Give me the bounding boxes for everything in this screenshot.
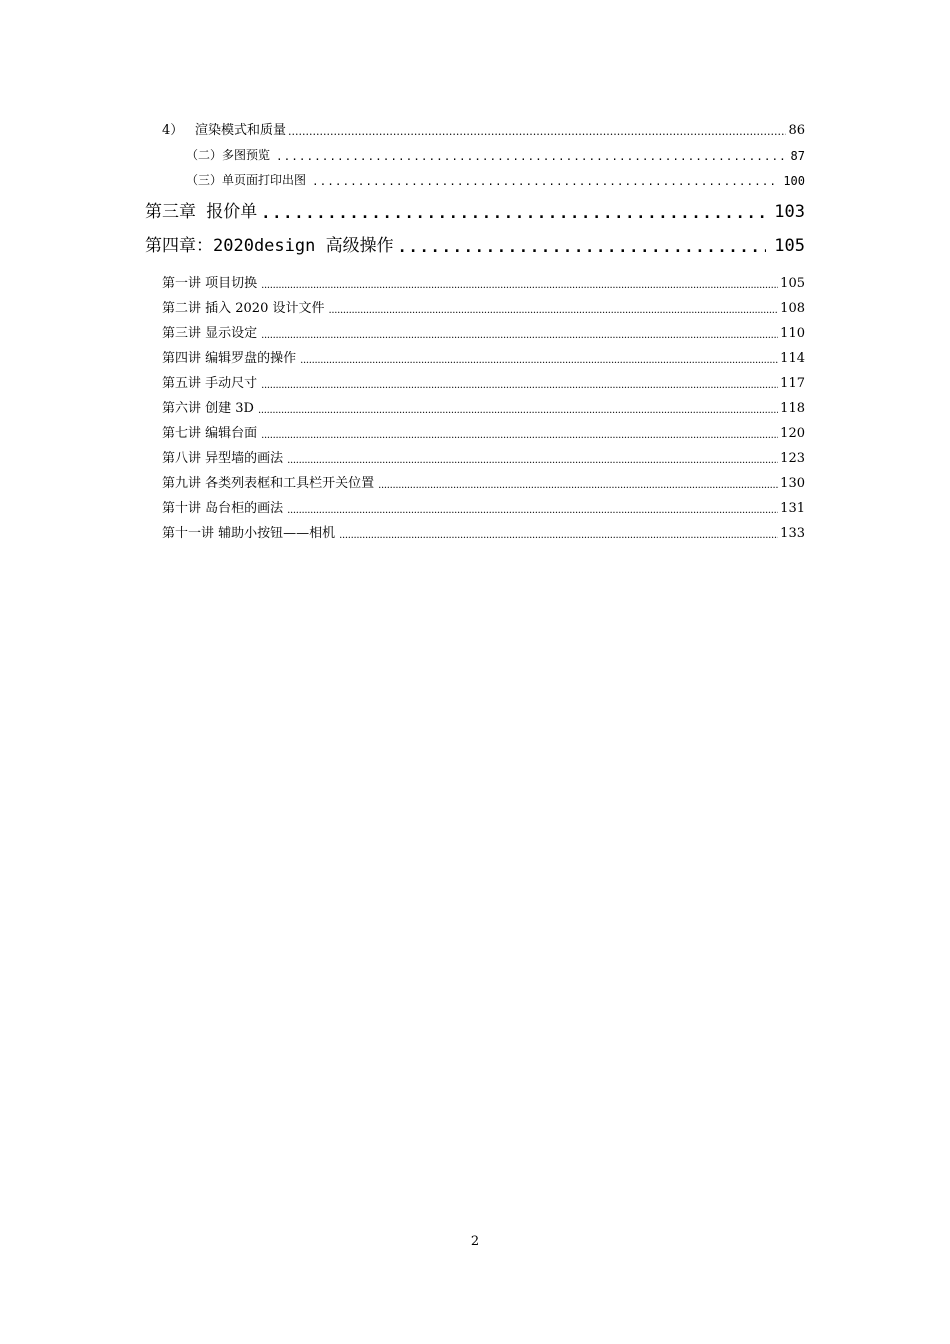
toc-entry xyxy=(186,147,805,163)
dot-leader xyxy=(261,280,778,291)
dot-leader xyxy=(287,505,778,516)
toc-lecture-page: 105 xyxy=(780,276,805,291)
toc-lecture-page: 110 xyxy=(780,326,805,341)
page-number: 2 xyxy=(470,1234,480,1249)
dot-leader xyxy=(288,125,786,138)
toc-lecture xyxy=(162,448,805,466)
toc-entry xyxy=(162,120,805,138)
dot-leader xyxy=(312,175,777,188)
toc-chapter xyxy=(145,234,805,256)
dot-leader xyxy=(261,380,778,391)
toc-lecture-page: 130 xyxy=(780,476,805,491)
toc-lecture-title: 第八讲 异型墙的画法 xyxy=(162,451,284,466)
dot-leader xyxy=(261,204,766,222)
toc-lecture-title: 第三讲 显示设定 xyxy=(162,326,258,341)
toc-lecture-title: 第九讲 各类列表框和工具栏开关位置 xyxy=(162,476,375,491)
toc-entry-page: 100 xyxy=(783,174,805,188)
toc-chapter-page: 103 xyxy=(774,202,805,222)
toc-entry-page: 87 xyxy=(790,149,805,163)
toc-lecture xyxy=(162,273,805,291)
toc-lecture-page: 108 xyxy=(780,301,805,316)
toc-lecture-title: 第十一讲 辅助小按钮——相机 xyxy=(162,526,336,541)
toc-lecture xyxy=(162,373,805,391)
dot-leader xyxy=(328,305,778,316)
dot-leader xyxy=(339,530,778,541)
toc-entry-page: 86 xyxy=(788,123,805,138)
toc-chapter-title: 第三章 报价单 xyxy=(145,202,258,222)
toc-entry-title: 4） 渲染模式和质量 xyxy=(162,123,287,138)
toc-lecture-page: 123 xyxy=(780,451,805,466)
toc-lecture-title: 第十讲 岛台柜的画法 xyxy=(162,501,284,516)
toc-lecture-title: 第二讲 插入 2020 设计文件 xyxy=(162,301,325,316)
dot-leader xyxy=(300,355,778,366)
toc-lecture xyxy=(162,398,805,416)
toc-chapter-page: 105 xyxy=(774,236,805,256)
dot-leader xyxy=(258,405,778,416)
dot-leader xyxy=(276,150,785,163)
dot-leader xyxy=(398,238,767,256)
toc-lecture xyxy=(162,323,805,341)
toc-lecture-title: 第六讲 创建 3D xyxy=(162,401,254,416)
toc-chapter-title: 第四章：2020design 高级操作 xyxy=(145,236,394,256)
toc-lecture xyxy=(162,423,805,441)
toc-lecture-page: 120 xyxy=(780,426,805,441)
dot-leader xyxy=(261,330,778,341)
toc-lecture-title: 第五讲 手动尺寸 xyxy=(162,376,258,391)
dot-leader xyxy=(378,480,778,491)
toc-lecture-title: 第一讲 项目切换 xyxy=(162,276,258,291)
toc-entry-title: （三）单页面打印出图 xyxy=(186,173,307,187)
toc-entry xyxy=(186,172,805,188)
toc-lecture xyxy=(162,473,805,491)
toc-lecture-page: 117 xyxy=(780,376,805,391)
toc-lecture-page: 131 xyxy=(780,501,805,516)
toc-chapter xyxy=(145,200,805,222)
toc-lecture xyxy=(162,523,805,541)
dot-leader xyxy=(261,430,778,441)
toc-lecture-title: 第七讲 编辑台面 xyxy=(162,426,258,441)
toc-lecture xyxy=(162,298,805,316)
dot-leader xyxy=(287,455,778,466)
toc-lecture-page: 114 xyxy=(780,351,805,366)
toc-lecture xyxy=(162,348,805,366)
toc-lecture-page: 118 xyxy=(780,401,805,416)
toc-entry-title: （二）多图预览 xyxy=(186,148,271,162)
toc-lecture-page: 133 xyxy=(780,526,805,541)
toc-lecture-title: 第四讲 编辑罗盘的操作 xyxy=(162,351,297,366)
toc-lecture xyxy=(162,498,805,516)
